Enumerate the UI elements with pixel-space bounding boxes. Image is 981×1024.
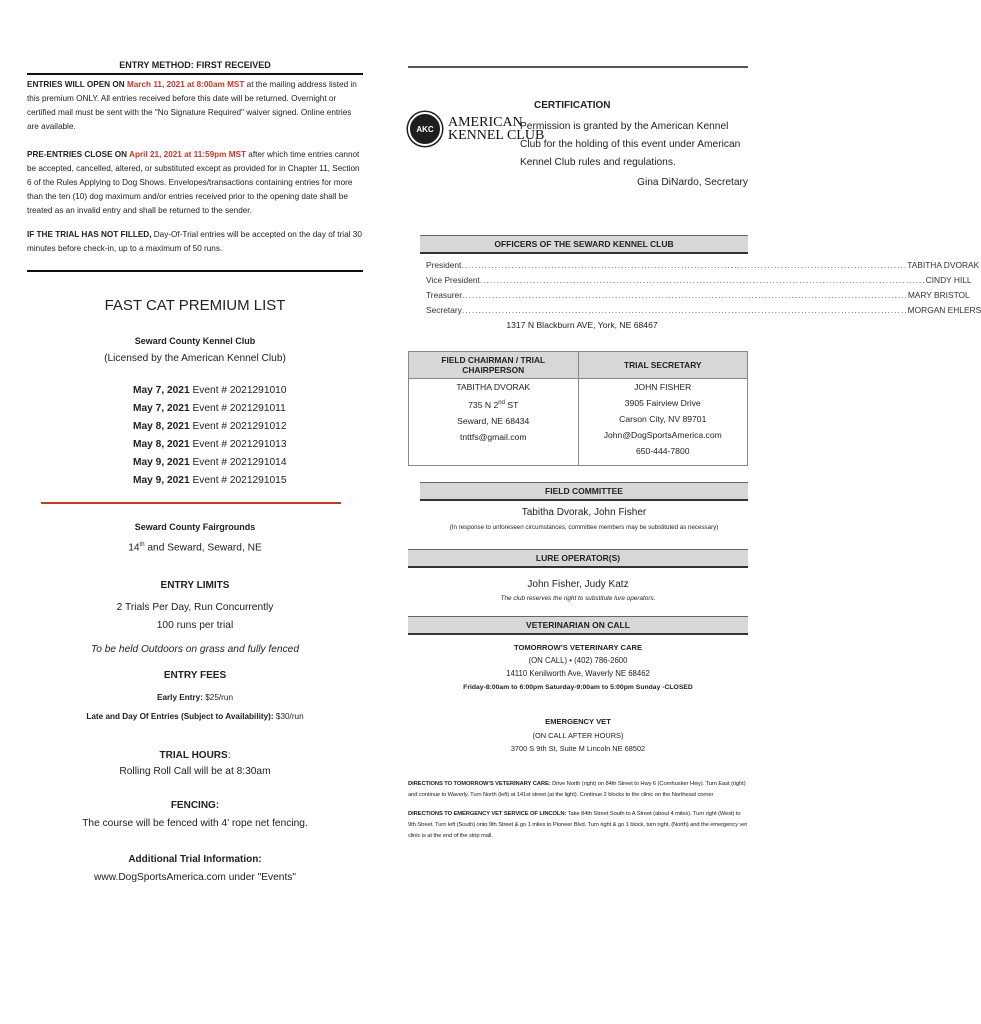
entry-open-paragraph: [27, 78, 363, 134]
officer-row: Secretary ...................................................................................................................................... MORGAN EHLERS: [426, 305, 981, 315]
vet-name: TOMORROW’S VETERINARY CARE: [513, 643, 643, 652]
premium-red-divider: [41, 502, 341, 504]
directions-tomorrows: DIRECTIONS TO TOMORROW’S VETERINARY CARE: Drive North (right) on 84th Street to Hwy 6 (Cornhusker Hwy). Turn East (right) and continue to Waverly. Turn North (left) at 141st street (at the light). Continue 2 blocks to the clinic on the Northeast corner: [408, 781, 746, 798]
day-of-trial-text: Day-Of-Trial entries will be accepted on the day of trial 30 minutes before check-in, up to a maximum of 50 runs.: [27, 230, 362, 253]
officers-list: [426, 258, 981, 333]
pre-entries-text: after which time entries cannot be accepted, cancelled, altered, or substituted except as provided for in Chapter 11, Section 6 of the Rules Applying to Dog Shows. Envelopes/transactions containing entries for more than the ten (10) dog maximum and/or entries received prior to the opening date shall be treated as an invalid entry and shall be returned to the sender.: [27, 150, 360, 215]
entry-limits-line1: 2 Trials Per Day, Run Concurrently: [116, 602, 274, 614]
venue-name: Seward County Fairgrounds: [134, 522, 256, 532]
field-chairman-address: 735 N 2nd ST: [468, 399, 519, 410]
akc-wordmark: AMERICAN KENNEL CLUB: [448, 115, 545, 143]
field-chairman-heading: FIELD CHAIRMAN / TRIAL CHAIRPERSON: [409, 352, 579, 379]
pre-entries-paragraph: [27, 148, 363, 218]
premium-top-rule: [27, 270, 363, 272]
trial-secretary-heading: TRIAL SECRETARY: [578, 352, 748, 379]
additional-info-heading: Additional Trial Information:: [128, 854, 262, 866]
trial-secretary-email[interactable]: John@DogSportsAmerica.com: [603, 430, 722, 440]
field-chairman-email[interactable]: tnttfs@gmail.com: [459, 431, 527, 442]
event-list: [27, 382, 363, 490]
entry-fees-heading: ENTRY FEES: [163, 670, 227, 682]
directions-emergency: DIRECTIONS TO EMERGENCY VET SERVICE OF LINCOLN: Take 84th Street South to A Street (about 4 miles). Turn right (West) to 9th Street. Turn left (South) onto 9th Street & go 1 miles to Pioneer Blvd. Turn right & go 1 block, turn right, (North) and the emergency vet clinic is at the end of the strip mall.: [408, 811, 747, 839]
certification-block: [408, 68, 748, 208]
emergency-vet-sub: (ON CALL AFTER HOURS): [532, 731, 624, 740]
left-column: [27, 58, 363, 887]
lure-operators-banner: LURE OPERATOR(S): [408, 549, 748, 568]
event-row: May 8, 2021 Event # 2021291012: [133, 421, 287, 432]
premium-title: FAST CAT PREMIUM LIST: [104, 297, 286, 314]
officer-row: Vice President ...................................................................................................................................... CINDY HILL: [426, 275, 972, 285]
veterinarian-banner: VETERINARIAN ON CALL: [408, 616, 748, 635]
entry-open-date: March 11, 2021 at 8:00am MST: [126, 80, 245, 89]
field-committee-names: Tabitha Dvorak, John Fisher: [521, 507, 647, 518]
fencing-text: The course will be fenced with 4’ rope net fencing.: [82, 818, 308, 830]
certification-text: Permission is granted by the American Kennel Club for the holding of this event under American Kennel Club rules and regulations.: [520, 121, 741, 168]
late-entry-fee: Late and Day Of Entries (Subject to Availability): $30/run: [86, 712, 304, 722]
lure-operators-note: The club reserves the right to substitute lure operators.: [500, 595, 656, 602]
trial-secretary-details: JOHN FISHER 3905 Fairview Drive Carson City, NV 89701 John@DogSportsAmerica.com 650-444-7800: [578, 379, 748, 466]
venue-address: 14th and Seward, Seward, NE: [128, 542, 262, 554]
entry-limits-heading: ENTRY LIMITS: [160, 580, 230, 592]
right-column: [408, 58, 981, 842]
vet-hours: Friday-8:00am to 6:00pm Saturday-9:00am to 5:00pm Sunday -CLOSED: [463, 684, 693, 691]
trial-hours-text: Rolling Roll Call will be at 8:30am: [119, 766, 271, 778]
day-of-trial-prefix: IF THE TRIAL HAS NOT FILLED,: [27, 230, 152, 239]
event-row: May 9, 2021 Event # 2021291015: [133, 475, 287, 486]
event-row: May 8, 2021 Event # 2021291013: [133, 439, 287, 450]
certification-heading: CERTIFICATION: [534, 100, 611, 111]
officer-row: President ...................................................................................................................................... TABITHA DVORAK: [426, 260, 980, 270]
event-row: May 7, 2021 Event # 2021291011: [133, 403, 286, 414]
officer-row: Treasurer ...................................................................................................................................... MARY BRISTOL: [426, 290, 970, 300]
trial-hours-heading: TRIAL HOURS:: [159, 750, 231, 762]
additional-info-link[interactable]: www.DogSportsAmerica.com under "Events": [93, 872, 296, 884]
club-name: Seward County Kennel Club: [134, 336, 256, 346]
entry-limits-note: To be held Outdoors on grass and fully fenced: [90, 644, 300, 656]
emergency-vet-heading: EMERGENCY VET: [545, 717, 611, 726]
certification-signer: Gina DiNardo, Secretary: [637, 177, 748, 188]
club-licensed: (Licensed by the American Kennel Club): [104, 353, 286, 364]
officers-address: 1317 N Blackburn AVE, York, NE 68467: [506, 320, 658, 330]
entry-limits-line2: 100 runs per trial: [156, 620, 234, 632]
vet-address: 14110 Kenilworth Ave, Waverly NE 68462: [506, 669, 650, 678]
field-committee-banner: FIELD COMMITTEE: [420, 482, 748, 501]
entry-open-text: at the mailing address listed in this premium ONLY. All entries received before this date will be returned. Overnight or certified mail must be sent with the "No Signature Required" waiver signed. Online entries are available.: [27, 80, 357, 131]
entry-method-rule: [27, 73, 363, 75]
pre-entries-date: April 21, 2021 at 11:59pm MST: [129, 150, 247, 159]
field-committee-note: (In response to unforeseen circumstances, committee members may be substituted as necessary): [449, 524, 719, 531]
trial-secretary-phone: 650-444-7800: [635, 446, 690, 456]
pre-entries-prefix: PRE-ENTRIES CLOSE ON: [27, 150, 130, 159]
entry-open-prefix: ENTRIES WILL OPEN ON: [27, 80, 127, 89]
contacts-table: [408, 351, 748, 466]
day-of-trial-paragraph: [27, 228, 363, 256]
fencing-heading: FENCING:: [170, 800, 220, 812]
entry-method-heading: ENTRY METHOD: FIRST RECEIVED: [119, 60, 271, 70]
vet-phone: (ON CALL) • (402) 786-2600: [528, 656, 628, 665]
lure-operators-names: John Fisher, Judy Katz: [527, 579, 629, 590]
emergency-vet-address: 3700 S 9th St, Suite M Lincoln NE 68502: [510, 744, 646, 753]
field-chairman-details: TABITHA DVORAK 735 N 2nd ST Seward, NE 68434 tnttfs@gmail.com: [409, 379, 579, 466]
event-row: May 7, 2021 Event # 2021291010: [133, 385, 287, 396]
event-row: May 9, 2021 Event # 2021291014: [133, 457, 287, 468]
early-entry-fee: Early Entry: $25/run: [156, 693, 233, 703]
akc-seal-icon: AKC: [408, 112, 442, 146]
officers-banner: OFFICERS OF THE SEWARD KENNEL CLUB: [420, 235, 748, 254]
